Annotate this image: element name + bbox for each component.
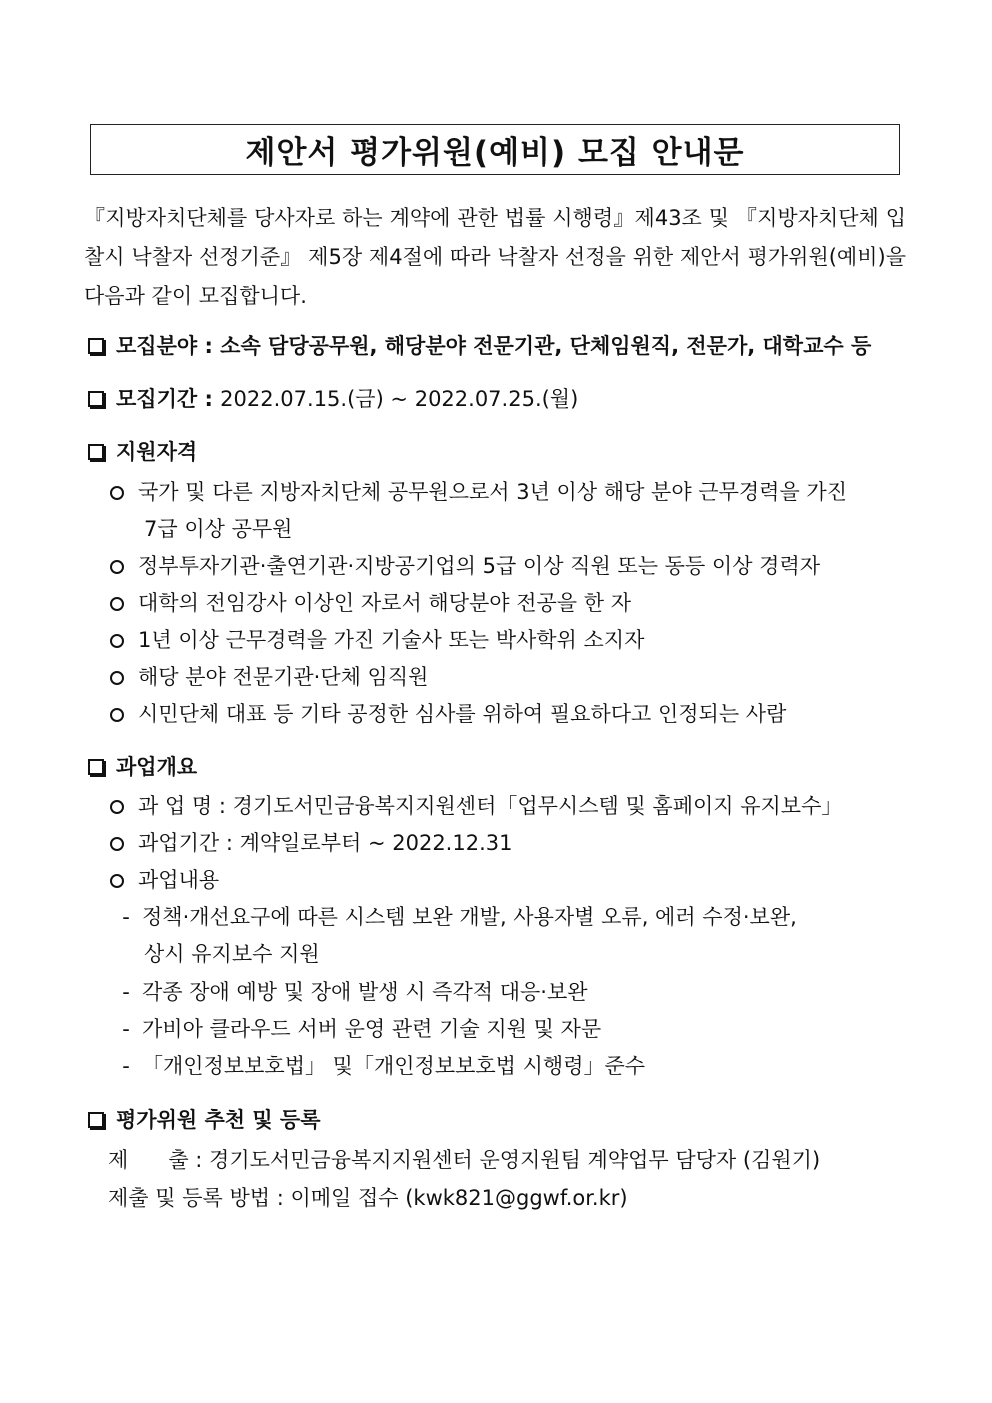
detail-item — [120, 903, 797, 931]
circle-bullet-icon — [110, 874, 124, 888]
list-item-text: 정부투자기관·출연기관·지방공기업의 5급 이상 직원 또는 동등 이상 경력자 — [138, 554, 821, 578]
circle-bullet-icon — [110, 597, 124, 611]
section-recruit-period — [88, 385, 578, 413]
detail-text: 정책·개선요구에 따른 시스템 보완 개발, 사용자별 오류, 에러 수정·보완, — [142, 905, 797, 929]
list-item — [110, 626, 644, 654]
page-title: 제안서 평가위원(예비) 모집 안내문 — [245, 135, 745, 171]
recruit-field-value: 소속 담당공무원, 해당분야 전문기관, 단체임원직, 전문가, 대학교수 등 — [220, 334, 872, 358]
list-item — [110, 663, 428, 691]
registration-method: 제출 및 등록 방법 : 이메일 접수 (kwk821@ggwf.or.kr) — [108, 1186, 628, 1210]
list-item-text: 해당 분야 전문기관·단체 임직원 — [138, 665, 429, 689]
registration-heading: 평가위원 추천 및 등록 — [116, 1108, 321, 1132]
title-box — [90, 124, 900, 175]
circle-bullet-icon — [110, 800, 124, 814]
list-item — [110, 478, 847, 506]
dash-bullet-icon: - — [122, 1054, 130, 1078]
checkbox-bullet-icon — [88, 444, 104, 460]
registration-submit: 제 출 : 경기도서민금융복지지원센터 운영지원팀 계약업무 담당자 (김원기) — [108, 1148, 821, 1172]
list-item — [110, 792, 842, 820]
list-item-continuation: 7급 이상 공무원 — [144, 517, 293, 541]
checkbox-bullet-icon — [88, 1112, 104, 1128]
list-item-text: 1년 이상 근무경력을 가진 기술사 또는 박사학위 소지자 — [138, 628, 645, 652]
detail-item — [120, 1052, 645, 1080]
project-content-label: 과업내용 — [138, 868, 220, 892]
qualification-heading: 지원자격 — [116, 440, 198, 464]
project-heading: 과업개요 — [116, 755, 198, 779]
dash-bullet-icon: - — [122, 1017, 130, 1041]
section-recruit-field — [88, 332, 871, 360]
section-registration — [88, 1106, 321, 1134]
list-item-text: 국가 및 다른 지방자치단체 공무원으로서 3년 이상 해당 분야 근무경력을 가진 — [138, 480, 847, 504]
circle-bullet-icon — [110, 708, 124, 722]
checkbox-bullet-icon — [88, 759, 104, 775]
list-item — [110, 829, 512, 857]
recruit-period-label: 모집기간 : — [116, 387, 221, 411]
list-item — [110, 866, 219, 894]
detail-text: 가비아 클라우드 서버 운영 관련 기술 지원 및 자문 — [142, 1017, 602, 1041]
list-item — [110, 589, 631, 617]
section-project — [88, 753, 197, 781]
list-item-text: 대학의 전임강사 이상인 자로서 해당분야 전공을 한 자 — [138, 591, 632, 615]
dash-bullet-icon: - — [122, 905, 130, 929]
list-item-text: 시민단체 대표 등 기타 공정한 심사를 위하여 필요하다고 인정되는 사람 — [138, 702, 787, 726]
list-item — [108, 1184, 628, 1212]
circle-bullet-icon — [110, 560, 124, 574]
checkbox-bullet-icon — [88, 338, 104, 354]
detail-text: 각종 장애 예방 및 장애 발생 시 즉각적 대응·보완 — [142, 980, 588, 1004]
circle-bullet-icon — [110, 671, 124, 685]
checkbox-bullet-icon — [88, 391, 104, 407]
circle-bullet-icon — [110, 486, 124, 500]
circle-bullet-icon — [110, 837, 124, 851]
list-item — [108, 1146, 820, 1174]
recruit-field-label: 모집분야 : — [116, 334, 221, 358]
project-name: 과 업 명 : 경기도서민금융복지지원센터「업무시스템 및 홈페이지 유지보수」 — [138, 794, 843, 818]
project-period: 과업기간 : 계약일로부터 ~ 2022.12.31 — [138, 831, 513, 855]
intro-paragraph: 『지방자치단체를 당사자로 하는 계약에 관한 법률 시행령』제43조 및 『지방자치단체 입찰시 낙찰자 선정기준』 제5장 제4절에 따라 낙찰자 선정을 위한 제안서 평가위원(예비)을 다음과 같이 모집합니다. — [84, 206, 906, 308]
dash-bullet-icon: - — [122, 980, 130, 1004]
detail-continuation: 상시 유지보수 지원 — [144, 942, 320, 966]
list-item — [110, 700, 786, 728]
recruit-period-value: 2022.07.15.(금) ~ 2022.07.25.(월) — [220, 387, 579, 411]
circle-bullet-icon — [110, 634, 124, 648]
detail-text: 「개인정보보호법」 및「개인정보보호법 시행령」준수 — [142, 1054, 646, 1078]
detail-item — [120, 978, 588, 1006]
list-item — [110, 552, 820, 580]
detail-item — [120, 1015, 601, 1043]
section-qualification — [88, 438, 197, 466]
